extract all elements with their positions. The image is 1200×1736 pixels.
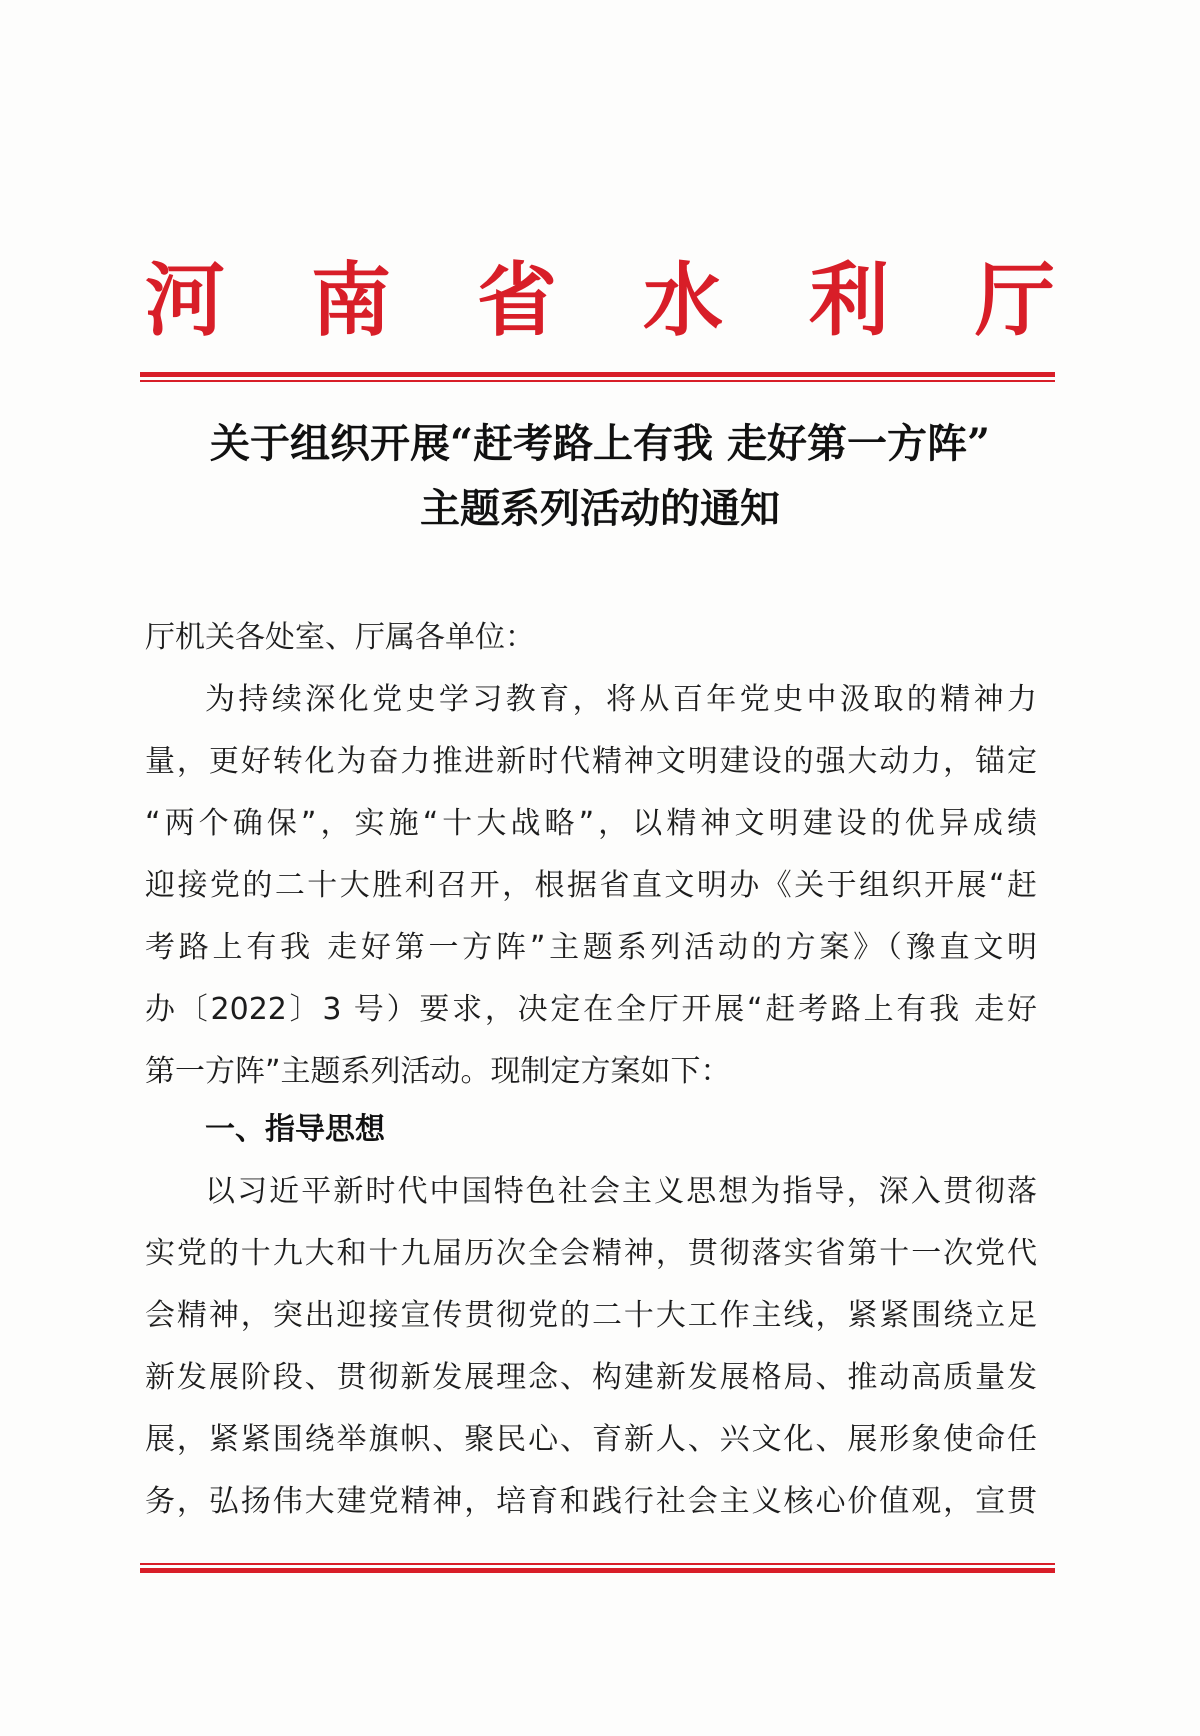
red-rule-thin [140, 1563, 1055, 1565]
red-rule-thin [140, 380, 1055, 382]
paragraph-line: 以习近平新时代中国特色社会主义思想为指导，深入贯彻落 [205, 1174, 1037, 1209]
masthead-title [140, 255, 1060, 345]
masthead-char: 利 [809, 253, 889, 347]
red-rule-thick [140, 372, 1055, 377]
document-title-line-2: 主题系列活动的通知 [420, 485, 780, 532]
salutation: 厅机关各处室、厅属各单位： [145, 620, 535, 655]
paragraph-line: 考路上有我 走好第一方阵”主题系列活动的方案》（豫直文明 [145, 930, 1037, 965]
masthead-char: 河 [145, 253, 225, 347]
paragraph-line: 展，紧紧围绕举旗帜、聚民心、育新人、兴文化、展形象使命任 [145, 1422, 1037, 1457]
paragraph-line: 量，更好转化为奋力推进新时代精神文明建设的强大动力，锚定 [145, 744, 1037, 779]
paragraph-line: 实党的十九大和十九届历次全会精神，贯彻落实省第十一次党代 [145, 1236, 1037, 1271]
paragraph-line: 第一方阵”主题系列活动。现制定方案如下： [145, 1054, 731, 1089]
paragraph-line: “两个确保”，实施“十大战略”，以精神文明建设的优异成绩 [145, 806, 1037, 841]
masthead-char: 厅 [975, 253, 1055, 347]
document-title-line-1: 关于组织开展“赶考路上有我 走好第一方阵” [210, 420, 990, 467]
red-footer-rule [140, 1563, 1055, 1573]
paragraph-line: 为持续深化党史学习教育，将从百年党史中汲取的精神力 [205, 682, 1037, 717]
paragraph-line: 会精神，突出迎接宣传贯彻党的二十大工作主线，紧紧围绕立足 [145, 1298, 1037, 1333]
masthead-char: 水 [643, 253, 723, 347]
red-rule-thick [140, 1568, 1055, 1573]
paragraph-line: 办〔2022〕3 号）要求，决定在全厅开展“赶考路上有我 走好 [145, 992, 1037, 1027]
paragraph-line: 务，弘扬伟大建党精神，培育和践行社会主义核心价值观，宣贯 [145, 1484, 1037, 1519]
red-header-rule [140, 372, 1055, 382]
masthead-char: 南 [311, 253, 391, 347]
section-heading: 一、指导思想 [205, 1112, 385, 1147]
masthead-char: 省 [477, 253, 557, 347]
paragraph-line: 迎接党的二十大胜利召开，根据省直文明办《关于组织开展“赶 [145, 868, 1037, 903]
paragraph-line: 新发展阶段、贯彻新发展理念、构建新发展格局、推动高质量发 [145, 1360, 1037, 1395]
